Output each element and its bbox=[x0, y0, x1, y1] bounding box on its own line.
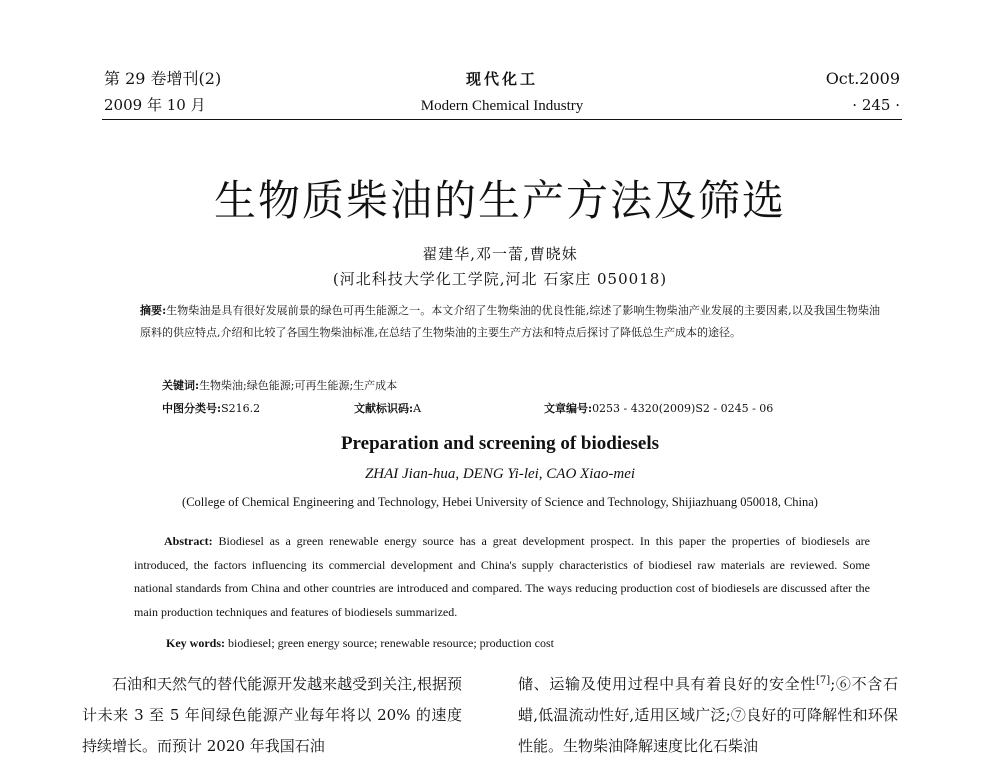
body-column-left: 石油和天然气的替代能源开发越来越受到关注,根据预计未来 3 至 5 年间绿色能源产业每年将以 20% 的速度持续增长。而预计 2020 年我国石油 bbox=[82, 675, 462, 755]
document-code-label: 文献标识码: bbox=[354, 402, 414, 415]
authors-cn: 翟建华,邓一蕾,曹晓妹 bbox=[422, 245, 578, 263]
header-journal-cn: 现代化工 bbox=[465, 70, 538, 88]
header-journal-en: Modern Chemical Industry bbox=[420, 98, 584, 114]
abstract-en-text: Biodiesel as a green renewable energy source has a great development prospect. In this paper the properties of biodiesels are introduced, the factors influencing its commercial development and China's supply characteristics of biodiesel raw materials are reviewed. Some national standards from China and other countries are introduced and compared. The ways reducing production cost of biodiesels are discussed after the main production techniques and features of biodiesels summarized. bbox=[134, 534, 870, 619]
header-date-cn: 2009 年 10 月 bbox=[104, 96, 206, 114]
citation-ref: [7] bbox=[816, 675, 831, 686]
affiliation-en: (College of Chemical Engineering and Technology, Hebei University of Science and Technology, Shijiazhuang 050018, China) bbox=[182, 495, 818, 509]
keywords-en-text: biodiesel; green energy source; renewable resource; production cost bbox=[228, 636, 554, 650]
header-volume: 第 29 卷增刊(2) bbox=[104, 69, 222, 88]
paper-title-en: Preparation and screening of biodiesels bbox=[340, 433, 660, 454]
article-number-label: 文章编号: bbox=[544, 402, 593, 415]
abstract-cn-text: 生物柴油是具有很好发展前景的绿色可再生能源之一。本文介绍了生物柴油的优良性能,综述了影响生物柴油产业发展的主要因素,以及我国生物柴油原料的供应特点,介绍和比较了各国生物柴油标准,在总结了生物柴油的主要生产方法和特点后探讨了降低总生产成本的途径。 bbox=[140, 304, 880, 339]
document-code bbox=[354, 400, 421, 416]
header-rule bbox=[102, 119, 902, 120]
abstract-en-label: Abstract: bbox=[164, 534, 213, 548]
clc-label: 中图分类号: bbox=[162, 402, 222, 415]
article-number-value: 0253 - 4320(2009)S2 - 0245 - 06 bbox=[592, 402, 774, 415]
keywords-cn-label: 关键词: bbox=[162, 379, 200, 392]
affiliation-cn: (河北科技大学化工学院,河北 石家庄 050018) bbox=[332, 270, 668, 288]
body-right-text-2: ;⑥不含石蜡,低温流动性好,适用区域广泛;⑦良好的可降解性和环保性能。生物柴油降解速度比化石柴油 bbox=[518, 675, 898, 755]
keywords-en-label: Key words: bbox=[166, 636, 225, 650]
document-code-value: A bbox=[413, 402, 422, 415]
header-date-en: Oct.2009 bbox=[825, 69, 900, 88]
clc-value: S216.2 bbox=[221, 402, 261, 415]
abstract-cn bbox=[140, 300, 880, 344]
clc-number bbox=[162, 400, 260, 416]
paper-title-cn: 生物质柴油的生产方法及筛选 bbox=[213, 176, 786, 225]
article-number bbox=[544, 400, 773, 416]
authors-en: ZHAI Jian-hua, DENG Yi-lei, CAO Xiao-mei bbox=[364, 466, 636, 482]
body-column-right bbox=[518, 669, 898, 762]
abstract-en bbox=[134, 530, 870, 624]
body-right-text-1: 储、运输及使用过程中具有着良好的安全性 bbox=[518, 675, 817, 693]
keywords-cn-text: 生物柴油;绿色能源;可再生能源;生产成本 bbox=[199, 379, 398, 392]
keywords-cn bbox=[162, 377, 397, 393]
abstract-cn-label: 摘要: bbox=[140, 304, 167, 317]
header-page-number: · 245 · bbox=[852, 96, 900, 114]
running-header-top bbox=[104, 66, 900, 89]
running-header-bottom bbox=[104, 94, 900, 115]
keywords-en bbox=[166, 636, 554, 651]
